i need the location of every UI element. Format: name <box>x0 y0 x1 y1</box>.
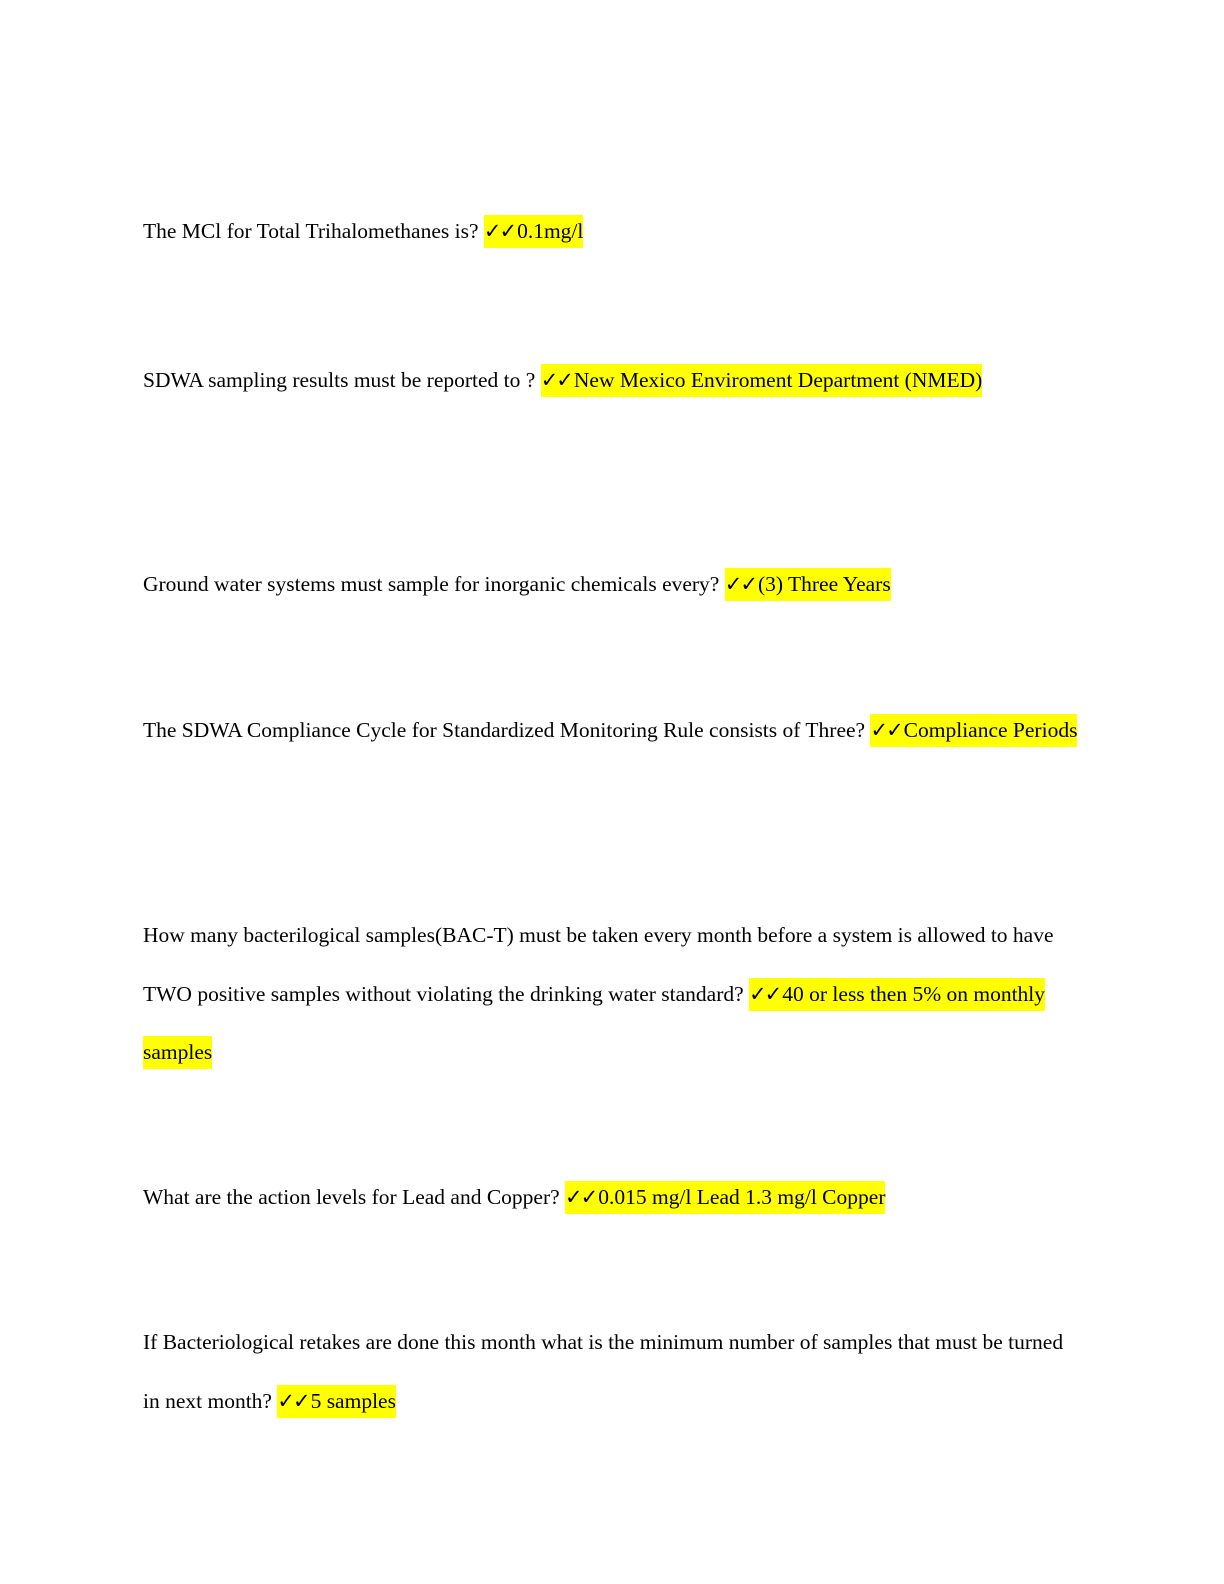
answer-highlight <box>484 215 584 248</box>
answer-highlight <box>277 1385 396 1418</box>
double-check-icon: ✓✓ <box>870 718 902 742</box>
double-check-icon: ✓✓ <box>724 572 756 596</box>
answer-text: 40 or less then 5% on monthly samples <box>143 981 1046 1065</box>
question-text: The MCl for Total Trihalomethanes is? <box>143 219 479 243</box>
answer-highlight <box>725 568 891 601</box>
qa-item-3 <box>143 555 1083 614</box>
qa-item-2 <box>143 351 1083 410</box>
question-text: Ground water systems must sample for inorganic chemicals every? <box>143 572 720 596</box>
answer-text: New Mexico Enviroment Department (NMED) <box>573 368 983 392</box>
double-check-icon: ✓✓ <box>749 981 781 1006</box>
answer-highlight <box>541 364 983 397</box>
qa-item-5 <box>143 906 1083 1082</box>
question-text: SDWA sampling results must be reported to ? <box>143 368 536 392</box>
double-check-icon: ✓✓ <box>277 1388 309 1413</box>
qa-item-6 <box>143 1168 1083 1227</box>
qa-item-7 <box>143 1313 1083 1430</box>
question-text: What are the action levels for Lead and Copper? <box>143 1185 560 1209</box>
double-check-icon: ✓✓ <box>540 368 572 392</box>
question-text: How many bacterilogical samples(BAC-T) must be taken every month before a system is allowed to have TWO positive samples without violating the drinking water standard? <box>143 923 1054 1006</box>
answer-highlight <box>870 714 1077 747</box>
double-check-icon: ✓✓ <box>483 219 516 243</box>
answer-text: (3) Three Years <box>757 572 891 596</box>
double-check-icon: ✓✓ <box>565 1185 597 1209</box>
qa-item-1 <box>143 202 1083 261</box>
answer-highlight <box>565 1181 885 1214</box>
qa-item-4 <box>143 701 1083 760</box>
answer-text: 0.1mg/l <box>517 219 584 243</box>
answer-text: 5 samples <box>310 1388 396 1413</box>
answer-text: Compliance Periods <box>903 718 1078 742</box>
question-text: If Bacteriological retakes are done this month what is the minimum number of samples that must be turned in next month? <box>143 1330 1064 1413</box>
answer-text: 0.015 mg/l Lead 1.3 mg/l Copper <box>598 1185 886 1209</box>
question-text: The SDWA Compliance Cycle for Standardized Monitoring Rule consists of Three? <box>143 718 866 742</box>
